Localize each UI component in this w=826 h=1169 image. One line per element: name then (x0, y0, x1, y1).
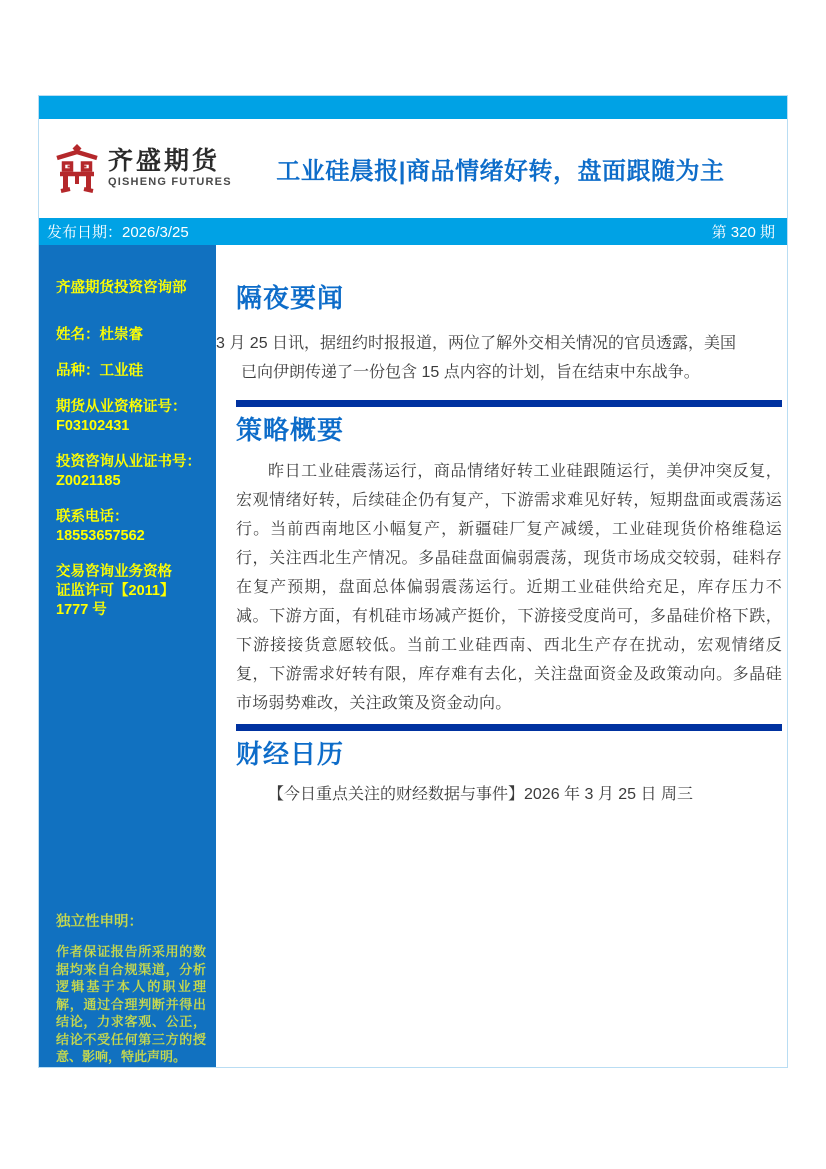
consulting-license (56, 453, 206, 491)
strategy-summary-text: 昨日工业硅震荡运行，商品情绪好转工业硅跟随运行，美伊冲突反复，宏观情绪好转，后续硅企仍有复产，下游需求难见好转，短期盘面或震荡运行。当前西南地区小幅复产，新疆硅厂复产减缓，工业硅现货价格维稳运行，关注西北生产情况。多晶硅盘面偏弱震荡，现货市场成交较弱，硅料存在复产预期，盘面总体偏弱震荡运行。近期工业硅供给充足，库存压力不减。下游方面，有机硅市场减产挺价，下游接受度尚可，多晶硅价格下跌，下游接接货意愿较低。当前工业硅西南、西北生产存在扰动，宏观情绪反复，下游需求好转有限，库存难有去化，关注盘面资金及政策动向。多晶硅市场弱势难改，关注政策及资金动向。 (236, 463, 782, 712)
trading-qualification-label: 交易咨询业务资格 (56, 564, 172, 580)
logo-name-en: QISHENG FUTURES (108, 176, 232, 188)
overnight-news-text (216, 329, 782, 387)
publish-date: 发布日期：2026/3/25 (47, 224, 189, 241)
futures-license-number: F03102431 (56, 418, 130, 434)
product-variety (56, 362, 206, 381)
date-issue-bar (39, 218, 787, 245)
overnight-news-line-2: 已向伊朗传递了一份包含 15 点内容的计划，旨在结束中东战争。 (241, 364, 700, 381)
report-page (38, 95, 788, 1068)
section-heading-financial-calendar: 财经日历 (236, 739, 345, 769)
issue-number: 第 320 期 (711, 224, 775, 241)
main-content (216, 245, 787, 1067)
report-header (39, 119, 787, 218)
futures-license (56, 398, 206, 436)
qisheng-seal-icon (53, 142, 101, 195)
financial-calendar-text: 【今日重点关注的财经数据与事件】2026 年 3 月 25 日 周三 (268, 786, 693, 803)
independence-statement (56, 913, 206, 1066)
department-name: 齐盛期货投资咨询部 (56, 280, 187, 296)
section-heading-strategy-summary: 策略概要 (236, 415, 345, 445)
analyst-sidebar (39, 245, 216, 1067)
section-divider (236, 724, 782, 731)
contact-phone (56, 508, 206, 546)
analyst-name (56, 326, 206, 345)
contact-phone-label: 联系电话：18553657562 (56, 509, 145, 544)
consulting-license-number: Z0021185 (56, 473, 121, 489)
trading-qualification-number: 证监许可【2011】1777 号 (56, 583, 175, 618)
analyst-name-label: 姓名：杜崇睿 (56, 327, 143, 343)
section-heading-overnight-news: 隔夜要闻 (236, 283, 345, 313)
company-logo (53, 142, 232, 195)
logo-text (108, 148, 232, 189)
product-variety-label: 品种：工业硅 (56, 363, 143, 379)
independence-statement-body: 作者保证报告所采用的数据均来自合规渠道，分析逻辑基于本人的职业理解，通过合理判断并得出结论，力求客观、公正，结论不受任何第三方的授意、影响，特此声明。 (56, 944, 206, 1064)
independence-statement-title: 独立性申明： (56, 914, 143, 930)
futures-license-label: 期货从业资格证号： (56, 399, 187, 415)
consulting-license-label: 投资咨询从业证书号： (56, 454, 201, 470)
report-title: 工业硅晨报|商品情绪好转，盘面跟随为主 (276, 158, 725, 185)
section-divider (236, 400, 782, 407)
trading-qualification (56, 563, 206, 620)
top-accent-band (39, 96, 787, 119)
report-body (39, 245, 787, 1067)
overnight-news-line-1: 3 月 25 日讯，据纽约时报报道，两位了解外交相关情况的官员透露，美国 (216, 335, 737, 352)
logo-name-cn: 齐盛期货 (108, 147, 221, 175)
